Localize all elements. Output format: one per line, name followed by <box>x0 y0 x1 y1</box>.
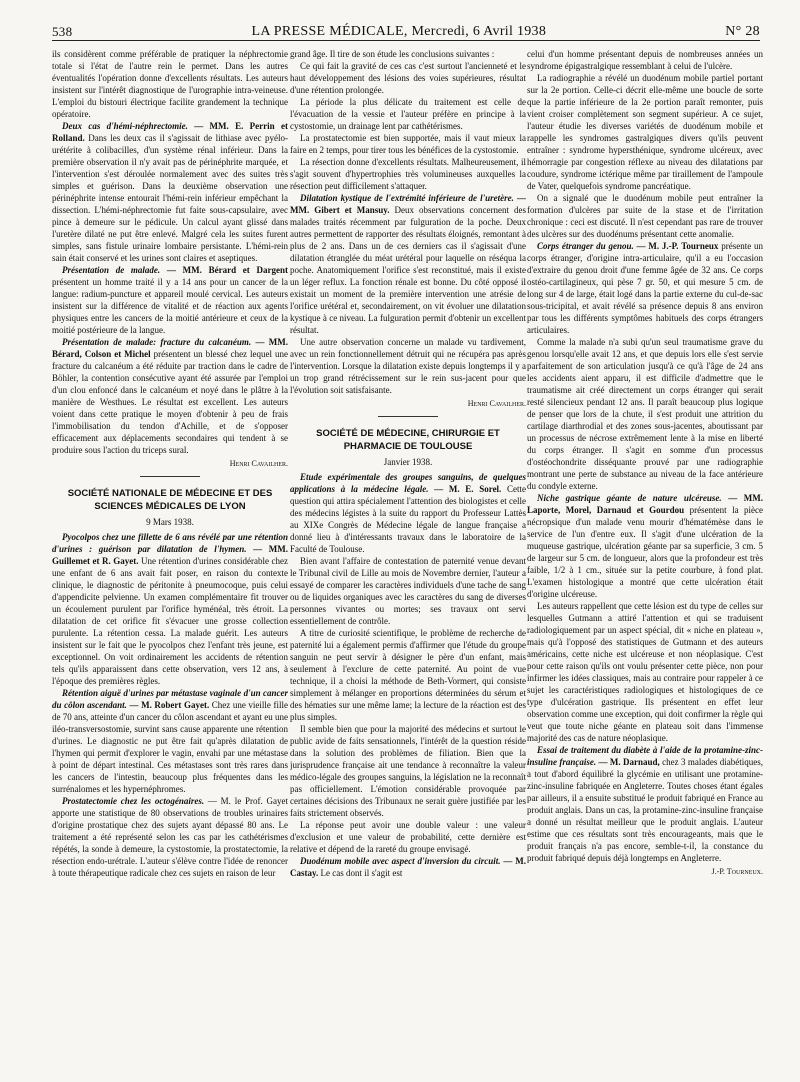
paragraph: Bien avant l'affaire de contestation de paternité venue devant le Tribunal civil de Lille au mois de Novembre dernier, l'auteur a essayé de comparer les caractères individuels d'une tache de sang ou de liquides organiques avec les caractères du sang de diverses personnes vivantes ou mortes; ses travaux ont servi essentiellement de contrôle. <box>290 556 526 626</box>
paragraph: La réponse peut avoir une double valeur : une valeur d'exclusion et une valeur de probabilité, cette dernière est relative et dépend de la rareté du groupe envisagé. <box>290 820 526 854</box>
article-body: présentent un homme traité il y a 14 ans pour un cancer de la langue: radium-puncture et appareil moulé cervical. Les auteurs insistent sur la différence de vitalité et de réaction aux agents physiques entre les cancers de la moitié antérieure et ceux de la moitié postérieure de la langue. <box>52 277 288 335</box>
article <box>290 471 526 555</box>
article-authors: — MM. Gibert et Mansuy. <box>290 193 526 215</box>
article <box>527 744 763 864</box>
column-2 <box>290 48 526 1078</box>
article-authors: — MM. Bérard et Dargent <box>166 265 288 275</box>
article <box>52 120 288 264</box>
article <box>52 795 288 879</box>
article-body: Une rétention d'urines considérable chez une enfant de 6 ans avait fait poser, en raison du contexte clinique, le diagnostic de péritonite à pneumocoque, puis celui d'appendicite pelvienne. Un examen complémentaire fit trouver un écoulement purulent par l'orifice hyménéal, très étroit. La dilatation de cet orifice fit s'évacuer une grosse collection purulente. La rétention cessa. La malade guérit. Les auteurs insistent sur le fait que le pyocolpos chez l'enfant très jeune, est exceptionnel. On voit ordinairement les accidents de rétention tels qu'ils apparaissent dans cette observation, vers 12 ans, à l'époque des premières règles. <box>52 556 288 686</box>
paragraph: Comme la malade n'a subi qu'un seul traumatisme grave du genou lorsqu'elle avait 12 ans, et que depuis lors elle s'est servie parfaitement de son articulation jusqu'à ce qu'à l'âge de 24 ans les accidents aient apparu, il est difficile d'admettre que le traumatisme ait créé directement un corps étranger qui serait resté silencieux pendant 12 ans. Il paraît beaucoup plus logique de penser que lors de la chute, il s'est produit une attrition du cartilage diarthrodial et des zones sous-jacentes, aboutissant par un processus de nécrose extrêmement lente à la mise en liberté du corps étranger. Il s'agit en somme d'un processus d'ostéochondrite disséquante prouvé par une radiographie montrant une perte de substance au niveau de la face antérieure du condyle externe. <box>527 337 763 491</box>
article-authors: — M. E. Sorel. <box>434 484 502 494</box>
article-title: Essai de traitement du diabète à l'aide de la protamine-zinc-insuline française. <box>527 745 763 767</box>
column-1 <box>52 48 288 1078</box>
article-authors: — M. Castay. <box>290 856 526 878</box>
paragraph: Ce qui fait la gravité de ces cas c'est surtout l'ancienneté et le haut développement des lésions des voies supérieures, résultat d'une rétention prolongée. <box>290 61 526 95</box>
article-authors: — MM. E. Perrin et Rolland. <box>52 121 288 143</box>
paragraph: Les auteurs rappellent que cette lésion est du type de celles sur lesquelles Gutmann a attiré l'attention et qui se traduisent radiologiquement par un aspect spécial, dit « niche en plateau », mais qu'à l'opposé des statistiques de Gutmann et des auteurs américains, cette niche est ulcéreuse et non néoplasique. C'est pour cette raison qu'ils ont voulu présenter cette pièce, non pour infirmer les idées classiques, mais au contraire pour rappeler à ce sujet les caractéristiques radiologiques et histologiques de ce type d'ulcération gastrique. Ils présentent en effet leur observation comme une exception, qui doit confirmer la règle qui veut que toute niche géante en plateau soit dans l'immense majorité des cas de nature néoplasique. <box>527 601 763 743</box>
paragraph: La période la plus délicate du traitement est celle de l'évacuation de la vessie et l'auteur préfère en principe à la cystostomie, un drainage lent par cathétérismes. <box>290 97 526 131</box>
article-body: Cette question qui attira spécialement l'attention des biologistes et celle des médecins légistes à la suite du rapport du Professeur Lattès au XIXe Congrès de Médecine légale de langue française a donné lieu à d'intéressants travaux dans le laboratoire de la Faculté de Toulouse. <box>290 484 526 554</box>
article-authors: — MM. Bérard, Colson et Michel <box>52 337 288 359</box>
article <box>52 687 288 795</box>
article-body: présentent un blessé chez lequel une fracture du calcanéum a été réduite par traction dans le cadre de Böhler, la contention consécutive ayant été assurée par l'emploi d'un clou enfoncé dans le calcanéum et noyé dans le plâtre à la manière de Westhues. Le résultat est excellent. Les auteurs voient dans cette pratique le moyen d'obtenir à peu de frais l'immobilisation du tendon d'Achille, et de s'opposer efficacement aux déplacements secondaires qui tendent à se produire sous l'action du triceps sural. <box>52 349 288 455</box>
article-title: Corps étranger du genou. <box>537 241 634 251</box>
article-body: Chez une vieille fille de 70 ans, atteinte d'un cancer du côlon ascendant et ayant eu une iléo-transversostomie, survint sans cause apparente une rétention d'urines. Le diagnostic ne put être fait qu'après dilatation de l'hymen qui permit d'explorer le vagin, envahi par une métastase à point de départ intestinal. Ces métastases sont très rares dans les cancers de l'intestin, beaucoup plus fréquentes dans les surrénalomes et les hypernéphromes. <box>52 700 288 794</box>
paragraph: La radiographie a révélé un duodénum mobile partiel portant sur la 2e portion. Celle-ci décrit elle-même une boucle de sorte que la partie inférieure de la 2e portion paraît remonter, puis vient croiser complètement son segment supérieur. A ce sujet, l'auteur étudie les diverses variétés de duodénum mobile et rappelle les syndromes gastralgiques divers qu'ils peuvent entraîner : syndrome hypersthénique, syndrome ulcéreux, avec hémorragie par congestion réflexe au niveau des dilatations par coudure, syndrome ictérique même par tiraillement de l'ampoule de Vater, quelquefois syndrome pancréatique. <box>527 73 763 191</box>
article <box>290 855 526 879</box>
signature: J.-P. Tourneux. <box>711 867 763 876</box>
article-body: présentent la pièce nécropsique d'un malade venu mourir d'hématémèse dans le service de l'un d'entre eux. Il s'agit d'une ulcération de la muqueuse gastrique, ulcération géante par sa superficie, 3 cm. 5 de largeur sur 5 cm. de longueur, alors que la profondeur est très faible, 1/2 à 1 cm., située sur la petite courbure, à fond plat. L'examen histologique a montré que cette ulcération était d'origine ulcéreuse. <box>527 505 763 599</box>
article-body: — M. le Prof. Gayet apporte une statistique de 80 observations de troubles urinaires d'origine prostatique chez des sujets ayant dépassé 80 ans. Le traitement a été représenté selon les cas par les cathétérismes répétés, la sonde à demeure, la cystostomie, la prostatectomie, la résection endo-urétrale. L'auteur s'élève contre l'idée de renoncer à toute thérapeutique radicale chez ces sujets en raison de leur <box>52 796 288 878</box>
article-title: Deux cas d'hémi-néphrectomie. <box>62 121 188 131</box>
society-heading: SOCIÉTÉ DE MÉDECINE, CHIRURGIE ET PHARMACIE DE TOULOUSE <box>316 428 500 452</box>
paragraph: grand âge. Il tire de son étude les conclusions suivantes : <box>290 49 495 59</box>
article <box>290 192 526 336</box>
paragraph: ils considèrent comme préférable de pratiquer la néphrectomie totale si l'état de l'autre rein le permet. Dans les autres éventualités l'opération donne d'excellents résultats. Les auteurs insistent sur l'intérêt diagnostique de l'urographie intra-veineuse. L'emploi du bistouri électrique facilite grandement la technique opératoire. <box>52 49 288 119</box>
article-authors: — MM. Guillemet et R. Gayet. <box>52 544 288 566</box>
article-authors: — MM. Laporte, Morel, Darnaud et Gourdou <box>527 493 763 515</box>
issue-number: N° 28 <box>725 24 760 39</box>
signature: Henri Cavailher. <box>229 459 288 468</box>
article-title: Pyocolpos chez une fillette de 6 ans révélé par une rétention d'urines : guérison par dilatation de l'hymen. <box>52 532 288 554</box>
paragraph: Il semble bien que pour la majorité des médecins et surtout le public avide de faits sensationnels, l'intérêt de la question réside dans la solution des problèmes de filiation. Bien que la jurisprudence française ait une tendance à reconnaître la valeur médico-légale des groupes sanguins, la législation ne la reconnaît pas officiellement. L'émotion considérable provoquée par certaines décisions des Tribunaux ne serait guère justifiée par les faits strictement observés. <box>290 724 526 818</box>
article-title: Duodénum mobile avec aspect d'inversion du circuit. <box>300 856 501 866</box>
paragraph: On a signalé que le duodénum mobile peut entraîner la formation d'ulcères par suite de la stase et de l'irritation chronique : ceci est discuté. Il n'est cependant pas rare de trouver des ulcères sur des duodénums présentant cette anomalie. <box>527 193 763 239</box>
session-date: 9 Mars 1938. <box>146 517 194 527</box>
article-title: Rétention aiguë d'urines par métastase vaginale d'un cancer du côlon ascendant. <box>52 688 288 710</box>
divider <box>378 416 438 417</box>
article-title: Présentation de malade: fracture du calcanéum. <box>62 337 252 347</box>
article-body: chez 3 malades diabétiques, a tout d'abord équilibré la glycémie en utilisant une protamine-zinc-insuline fabriquée en Angleterre. Toutes choses étant égales par ailleurs, il a ensuite substitué le produit fabriqué en France au produit anglais. Dans un cas, la protamine-zinc-insuline française a donné un résultat meilleur que le produit anglais. L'auteur estime que ces résultats sont très encourageants, mais que le produit français n'a pas encore, semble-t-il, la constance du produit fabriqué depuis déjà longtemps en Angleterre. <box>527 757 763 863</box>
paragraph: La prostatectomie est bien supportée, mais il vaut mieux la faire en 2 temps, pour tirer tous les bénéfices de la cystostomie. <box>290 133 526 155</box>
society-heading: SOCIÉTÉ NATIONALE DE MÉDECINE ET DES SCIENCES MÉDICALES DE LYON <box>67 488 273 512</box>
article-title: Présentation de malade. <box>62 265 161 275</box>
paragraph: celui d'un homme présentant depuis de nombreuses années un syndrome épigastralgique ressemblant à celui de l'ulcère. <box>527 49 763 71</box>
article-body: présente un corps étranger, d'origine intra-articulaire, qu'il a eu l'occasion d'extraire du genou droit d'une femme âgée de 32 ans. Ce corps ostéo-cartilagineux, qui pèse 7 gr. 50, et qui mesure 5 cm. de long sur 4 de large, était logé dans la partie externe du cul-de-sac sous-tricipital, et avait révélé sa présence depuis 8 ans environ par tous les différents symptômes habituels des corps étrangers articulaires. <box>527 241 763 335</box>
article <box>527 240 763 336</box>
signature: Henri Cavailher. <box>467 399 526 408</box>
article-body: Deux observations concernent des malades traités récemment par fulguration de la poche. Deux autres permettent de rapporter des résultats éloignés, remontant à plus de 2 ans. Dans un de ces derniers cas il s'agissait d'une dilatation étranglée du méat urétéral pour laquelle on réséqua la poche. Anatomiquement l'orifice s'est reconstitué, mais il existe un léger reflux. La fonction rénale est bonne. Du côté opposé il existait un moment de la première intervention une atrésie de l'orifice urétéral et, secondairement, on vit évoluer une dilatation kystique à ce niveau. La fulguration permit d'obtenir un excellent résultat. <box>290 205 526 335</box>
article-title: Prostatectomie chez les octogénaires. <box>62 796 205 806</box>
article-authors: — M. Darnaud, <box>598 757 660 767</box>
article-title: Etude expérimentale des groupes sanguins, de quelques applications à la médecine légale. <box>290 472 526 494</box>
article-authors: — M. J.-P. Tourneux <box>636 241 719 251</box>
article-title: Dilatation kystique de l'extrémité inférieure de l'uretère. <box>300 193 514 203</box>
article <box>52 264 288 336</box>
paragraph: Une autre observation concerne un malade vu tardivement, avec un rein fonctionnellement détruit qui ne récupéra pas après l'intervention. Lorsque la dilatation existe depuis longtemps il y a un trop grand rétrécissement sur le rein sus-jacent pour que l'évolution soit satisfaisante. <box>290 337 526 395</box>
column-3 <box>527 48 763 1078</box>
paragraph: La résection donne d'excellents résultats. Malheureusement, il s'agit souvent d'hypertrophies très volumineuses auxquelles la résection peut difficilement s'attaquer. <box>290 157 526 191</box>
session-date: Janvier 1938. <box>383 457 433 467</box>
paragraph: A titre de curiosité scientifique, le problème de recherche de paternité lui a également permis d'affirmer que l'étude du groupe sanguin ne peut servir à désigner le père d'un enfant, mais seulement à l'exclure de cette paternité. Au point de vue technique, il a choisi la méthode de Beth-Vormert, qui consiste simplement à mélanger en proportions déterminées du sérum et des hématies sur une même lame; la lecture de la réaction est des plus simples. <box>290 628 526 722</box>
article-authors: — M. Robert Gayet. <box>129 700 210 710</box>
article <box>52 336 288 456</box>
article-title: Niche gastrique géante de nature ulcéreuse. <box>537 493 722 503</box>
running-header <box>52 18 760 41</box>
divider <box>140 476 200 477</box>
article-body: Le cas dont il s'agit est <box>320 868 403 878</box>
journal-title: LA PRESSE MÉDICALE, Mercredi, 6 Avril 1938 <box>251 24 547 39</box>
article <box>527 492 763 600</box>
article <box>52 531 288 687</box>
page-number: 538 <box>52 24 73 39</box>
article-body: Dans les deux cas il s'agissait de lithiase avec pyélo-urétérite à colibacilles, d'un système rénal inférieur. Dans la première observation il n'y avait pas de périnéphrite marquée, et l'intervention s'est déroulée normalement avec des suites très simples et guérison. Dans la deuxième observation une périnéphrite intense entourait l'hémi-rein inférieur empêchant la dissection. L'hémi-néphrectomie fut faite sous-capsulaire, avec pince à demeure sur le pédicule. Un calcul ayant glissé dans l'uretère dilaté ne put être enlevé. Malgré cela les suites furent simples, sans fistule urinaire lombaire persistante. L'hémi-rein sain était conservé et les urines sont claires et aseptiques. <box>52 133 288 263</box>
